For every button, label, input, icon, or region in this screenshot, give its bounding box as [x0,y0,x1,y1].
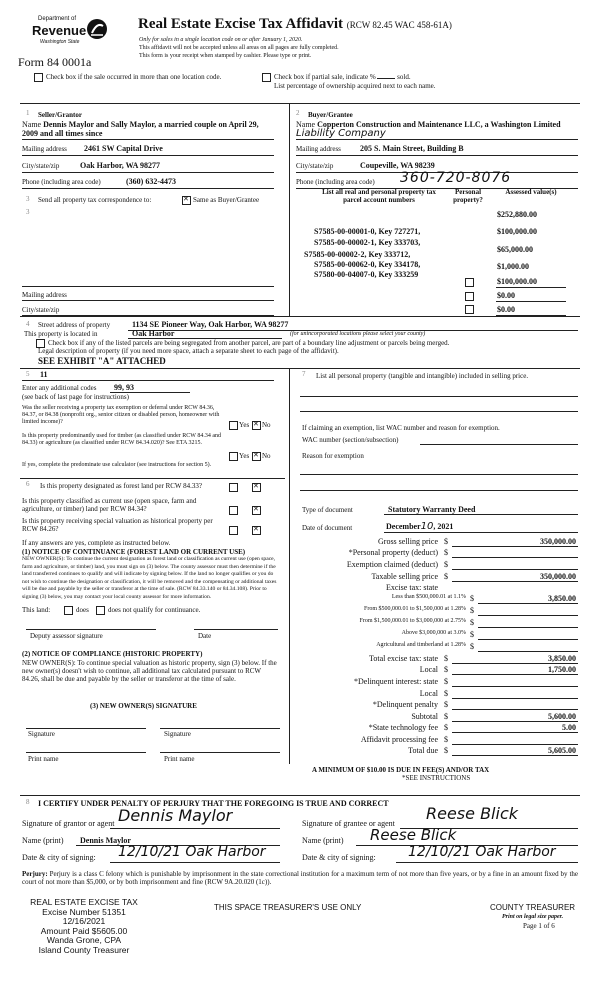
personal-property-deduct-underline [452,557,578,558]
tier-1-value[interactable]: 3,850.00 [548,594,576,603]
located-label: This property is located in [24,330,98,338]
delinquent-interest-state-underline [452,686,578,687]
q-timber-calculator-note: If yes, complete the predominate use calculator (see instructions for section 5). [22,462,212,468]
corr-city-label: City/state/zip [22,306,60,314]
total-due-underline [452,755,578,756]
tier-3-underline [478,627,578,628]
affidavit-processing-fee-label: Affidavit processing fee [360,735,438,744]
parcel-row-1[interactable]: S7585-00-00001-0, Key 727271, [314,227,421,236]
grantee-name-handwritten[interactable]: Reese Blick [370,826,457,844]
exemption-claimed-dollar: $ [444,560,448,569]
tier-1-label: Less than $500,000.01 at 1.1% [391,594,466,600]
correspondence-row [38,196,151,204]
q-current-use-yes-box[interactable] [229,506,238,515]
certify-heading: I CERTIFY UNDER PENALTY OF PERJURY THAT THE FOREGOING IS TRUE AND CORRECT [38,799,389,808]
parcel-row-4[interactable]: S7585-00-00062-0, Key 334178, [314,260,421,269]
section-6-divider [20,478,285,479]
seller-name-label: Name [22,120,42,129]
header-note-3: This form is your receipt when stamped by cashier. Please type or print. [139,53,312,59]
notice-compliance-text: NEW OWNER(S): To continue special valuation as historic property, sign (3) below. If the new owner(s) doesn't wish to continue, all additional tax calculated pursuant to RCW 84.26, shall be due and payable by the seller or transferor at the time of sale. [22,659,277,683]
reason-line-1 [300,474,578,475]
owner-sig-line-2 [160,728,280,729]
doc-date-month: December [386,522,421,531]
excise-local-dollar: $ [444,665,448,674]
parcel-value-2[interactable]: $65,000.00 [497,245,533,254]
q-timber-yes-box[interactable] [229,452,238,461]
exhibit-a[interactable]: SEE EXHIBIT "A" ATTACHED [38,356,166,366]
corr-mailing-underline [22,300,274,301]
grantor-date-label: Date & city of signing: [22,853,96,862]
seller-phone-label: Phone (including area code) [22,178,101,186]
doc-type-value[interactable]: Statutory Warranty Deed [388,505,476,514]
owner-print-label-2: Print name [164,755,195,763]
excise-local-value[interactable]: 1,750.00 [548,665,576,674]
gross-selling-price-label: Gross selling price [378,537,438,546]
notice-continuance-heading: (1) NOTICE OF CONTINUANCE (FOREST LAND OR CURRENT USE) [22,548,246,556]
state-technology-fee-label: *State technology fee [368,723,438,732]
buyer-name-label: Name [296,120,316,129]
state-technology-fee-underline [452,732,578,733]
grantor-sig-line [110,828,280,829]
parcel-value-3[interactable]: $1,000.00 [497,262,529,271]
buyer-name-underline [296,139,578,140]
doc-type-underline [384,514,578,515]
delinquent-interest-state-dollar: $ [444,677,448,686]
location-code-value[interactable]: 11 [40,370,48,379]
agricultural-label: Agricultural and timberland at 1.28% [376,642,466,648]
tier-4-label: Above $3,000,000 at 3.0% [401,630,466,636]
exemption-claimed-label: Exemption claimed (deduct) [346,560,438,569]
tier-1-dollar: $ [470,594,474,603]
form-title [138,16,452,34]
affidavit-processing-fee-underline [452,744,578,745]
stamp-line-6: Island County Treasurer [38,944,130,955]
section-1-number: 1 [26,109,30,117]
if-yes-note: If any answers are yes, complete as instructed below. [22,539,171,547]
perjury-label: Perjury: [22,870,48,878]
section-3-number: 3 [26,195,30,203]
buyer-name-value[interactable]: Copperton Construction and Maintenance LLC, a Washington Limited [317,120,561,129]
parcel-value-4-underline [496,287,566,288]
parcel-value-1[interactable]: $100,000.00 [497,227,537,236]
seller-city-underline [22,172,274,173]
multi-location-label: Check box if the sale occurred in more than one location code. [46,73,222,81]
seller-mailing-label: Mailing address [22,145,67,153]
revenue-logo [32,14,108,52]
deputy-date-label: Date [198,632,212,640]
grantor-signature-handwritten[interactable]: Dennis Maylor [118,806,233,825]
notice-continuance-text: NEW OWNER(S): To continue the current designation as forest land or classification as current use (open space, farm and agriculture, or timber) land, you must sign on (3) below. The county assessor must then determine if the land transferred continues to qualify and will indicate by signing below. If the land no longer qualifies or you do not wish to continue the designation or classification, it will be removed and the compensating or additional taxes will be due and payable by the seller or transferor at the time of sale. (RCW 84.33.140 or 84.34.108). Prior to signing (3) below, you may contact your local county assessor for more information. [22,556,277,600]
seller-name-underline [22,139,274,140]
delinquent-penalty-underline [452,709,578,710]
street-label: Street address of property [38,321,111,329]
grantee-date-handwritten[interactable]: 12/10/21 Oak Harbor [408,844,556,860]
q-forest-no-box[interactable] [252,483,261,492]
buyer-mailing-underline [296,155,578,156]
parcel-total-value: $252,880.00 [497,210,537,219]
q-timber-text: Is this property predominantly used for timber (as classified under RCW 84.34 and 84.33) or agriculture (as classified under RCW 84.34.020)? See ETA 3215. [22,433,222,446]
cashier-stamp [24,898,144,955]
q-historic-no-box[interactable] [252,526,261,535]
reason-label: Reason for exemption [302,452,364,460]
state-technology-fee-value[interactable]: 5.00 [562,723,576,732]
parcel-row-2[interactable]: S7585-00-00002-1, Key 333703, [314,238,421,247]
same-as-buyer-checkbox[interactable] [182,196,191,205]
buyer-phone-handwritten[interactable]: 360-720-8076 [400,170,512,186]
q-timber-no-box[interactable] [252,452,261,461]
subtotal-label: Subtotal [411,712,438,721]
total-due-value[interactable]: 5,605.00 [548,746,576,755]
excise-tax-state-label: Excise tax: state [386,583,438,592]
dept-line: Department of [38,16,77,22]
total-excise-state-dollar: $ [444,654,448,663]
street-value[interactable]: 1134 SE Pioneer Way, Oak Harbor, WA 98277 [132,320,289,329]
deputy-date-line [194,629,278,630]
personal-property-deduct-dollar: $ [444,548,448,557]
q-current-use-no-box[interactable] [252,506,261,515]
seller-heading: Seller/Grantor [38,111,82,119]
parcel-value-5-underline [496,301,566,302]
stamp-line-1: REAL ESTATE EXCISE TAX [30,897,138,907]
buyer-city-value[interactable]: Coupeville, WA 98239 [360,161,435,170]
grantor-date-line [110,862,280,863]
seller-mailing-value[interactable]: 2461 SW Capital Drive [84,144,163,153]
does-not-qualify-checkbox[interactable] [96,606,105,615]
grantor-name-label: Name (print) [22,836,64,845]
agricultural-dollar: $ [470,642,474,651]
correspondence-text: Send all property tax correspondence to: [38,196,152,204]
q-timber-no: No [262,452,271,460]
parcel-col-head-assessed: Assessed value(s) [505,188,557,196]
owner-sig-label-1: Signature [28,730,55,738]
doc-date-label: Date of document [302,524,353,532]
tier-2-dollar: $ [470,606,474,615]
seller-phone-value[interactable]: (360) 632-4473 [126,177,176,186]
q-timber-yes: Yes [239,452,250,460]
delinquent-penalty-label: *Delinquent penalty [372,700,438,709]
wac-label: WAC number (section/subsection) [302,436,399,444]
buyer-name-row [296,120,578,138]
owner-sig-label-2: Signature [164,730,191,738]
total-excise-state-underline [452,663,578,664]
tier-2-label: From $500,000.01 to $1,500,000 at 1.28% [364,606,466,612]
section-8-number: 8 [26,798,30,806]
location-code-underline [22,380,274,381]
q-exemption-yes: Yes [239,421,250,429]
seller-mailing-underline [22,155,274,156]
section-divider [20,103,580,104]
owner-print-line-2 [160,752,280,753]
doc-type-label: Type of document [302,506,353,514]
doc-date-value[interactable] [386,522,453,531]
exemption-claim-label: If claiming an exemption, list WAC number and reason for exemption. [302,424,500,432]
does-not-label: does not qualify for continuance. [108,606,201,614]
grantee-date-label: Date & city of signing: [302,853,376,862]
this-land-row [22,606,50,614]
taxable-selling-price-value[interactable]: 350,000.00 [540,572,576,581]
q-current-use-text: Is this property classified as current use (open space, farm and agriculture, or timber) land per RCW 84.34? [22,497,197,513]
subtotal-underline [452,721,578,722]
personal-property-line-2 [300,411,578,412]
gross-selling-price-dollar: $ [444,537,448,546]
segregate-label: Check box if any of the listed parcels are being segregated from another parcel, are part of a boundary line adjustment or parcels being merged. [48,339,450,347]
seller-city-label: City/state/zip [22,162,60,170]
tier-4-underline [478,639,578,640]
personal-property-checkbox-3[interactable] [465,305,474,314]
owner-sig-line-1 [26,728,146,729]
seller-name-row [22,120,274,138]
q-exemption-yes-box[interactable] [229,421,238,430]
corr-mailing-label: Mailing address [22,291,67,299]
parcel-col-head-personal: Personal property? [453,188,483,204]
section-8-divider [20,795,580,796]
partial-sale-sold: sold. [397,73,411,81]
page-number: Page 1 of 6 [523,922,555,930]
parcel-value-4[interactable]: $100,000.00 [497,277,537,286]
revenue-logo-mark-icon [86,18,108,40]
section-5-number: 5 [26,370,30,378]
stamp-line-3: 12/16/2021 [62,916,106,926]
see-instructions: *SEE INSTRUCTIONS [402,774,471,782]
section-5-divider [20,368,580,369]
owner-print-line-1 [26,752,146,753]
additional-codes-label: Enter any additional codes [22,384,97,392]
section-4-divider [20,316,580,317]
grantee-signature-handwritten[interactable]: Reese Blick [426,804,518,823]
taxable-selling-price-dollar: $ [444,572,448,581]
treasurer-use-label: THIS SPACE TREASURER'S USE ONLY [214,903,362,912]
tier-2-underline [478,615,578,616]
does-qualify-checkbox[interactable] [64,606,73,615]
q-historic-yes-box[interactable] [229,526,238,535]
partial-sale-text: Check box if partial sale, indicate % [274,73,376,81]
revenue-word: Revenue [32,23,87,38]
gross-selling-price-underline [452,546,578,547]
unincorporated-note: (for unincorporated locations please select your county) [290,331,426,337]
corr-name-underline [22,286,274,287]
buyer-city-label: City/state/zip [296,162,334,170]
stamp-line-4: Amount Paid $5605.00 [40,925,128,936]
grantee-date-line [396,862,578,863]
agricultural-underline [478,651,578,652]
buyer-heading: Buyer/Grantee [308,111,353,119]
parcel-col-head-list: List all real and personal property tax parcel account numbers [322,188,436,204]
header-note-2: This affidavit will not be accepted unless all areas on all pages are fully completed. [139,45,339,51]
buyer-name-handwritten: Liability Company [296,128,386,139]
personal-property-list-label: List all personal property (tangible and intangible) included in selling price. [316,372,529,380]
deputy-sig-label: Deputy assessor signature [30,632,103,640]
form-title-text: Real Estate Excise Tax Affidavit [138,16,343,32]
q-historic-text: Is this property receiving special valuation as historical property per RCW 84.26? [22,517,213,533]
notice-compliance-heading: (2) NOTICE OF COMPLIANCE (HISTORIC PROPERTY) [22,650,203,658]
column-divider-2 [289,369,290,764]
county-treasurer-label: COUNTY TREASURER [490,903,576,912]
new-owner-signature-heading: (3) NEW OWNER(S) SIGNATURE [90,702,197,710]
q-forest-text: Is this property designated as forest land per RCW 84.33? [40,482,203,490]
grantor-name-value[interactable]: Dennis Maylor [80,836,131,845]
state-technology-fee-dollar: $ [444,723,448,732]
gross-selling-price-value[interactable]: 350,000.00 [540,537,576,546]
q-exemption-no: No [262,421,271,429]
tier-3-dollar: $ [470,618,474,627]
grantee-sig-label: Signature of grantee or agent [302,819,395,828]
grantee-name-label: Name (print) [302,836,344,845]
subtotal-dollar: $ [444,712,448,721]
exemption-claimed-underline [452,569,578,570]
owner-print-label-1: Print name [28,755,59,763]
seller-city-value[interactable]: Oak Harbor, WA 98277 [80,161,161,170]
delinquent-interest-local-underline [452,698,578,699]
same-as-buyer-label: Same as Buyer/Grantee [193,196,260,204]
perjury-note [22,870,578,886]
section-6-number: 6 [26,480,30,488]
partial-sale-label [274,73,411,81]
buyer-mailing-label: Mailing address [296,145,341,153]
grantor-date-handwritten[interactable]: 12/10/21 Oak Harbor [118,844,266,860]
wac-underline [420,444,578,445]
doc-date-year: , 2021 [433,522,454,531]
affidavit-processing-fee-dollar: $ [444,735,448,744]
personal-property-checkbox-1[interactable] [465,278,474,287]
grantor-sig-label: Signature of grantor or agent [22,819,115,828]
doc-date-day-handwritten: 10 [420,521,434,532]
multi-location-checkbox[interactable] [34,73,43,82]
total-excise-state-value[interactable]: 3,850.00 [548,654,576,663]
taxable-selling-price-label: Taxable selling price [371,572,438,581]
reason-line-2 [300,490,578,491]
total-due-dollar: $ [444,746,448,755]
q-forest-yes-box[interactable] [229,483,238,492]
deputy-sig-line [26,629,156,630]
perjury-text: Perjury is a class C felony which is punishable by imprisonment in the state correctional institution for a maximum term of not more than five years, or by a fine in an amount fixed by the court of not more than $5,000, or by both imprisonment and fine (RCW 9A.20.020 (1c)). [22,870,579,886]
section-7-number: 7 [302,370,306,378]
doc-date-underline [384,532,578,533]
section-3-sub-number: 3 [26,208,30,216]
delinquent-interest-state-label: *Delinquent interest: state [354,677,438,686]
does-label: does [76,606,89,614]
delinquent-interest-local-label: Local [419,689,438,698]
tier-4-dollar: $ [470,630,474,639]
excise-local-label: Local [419,665,438,674]
taxable-selling-price-underline [452,581,578,582]
q-exemption-text: Was the seller receiving a property tax exemption or deferral under RCW 84.36, 84.37, or 84.38 (nonprofit org., senior citizen or disabled person, homeowner with limited income)? [22,405,220,425]
total-excise-state-label: Total excise tax: state [369,654,438,663]
this-land-label: This land: [22,606,51,614]
personal-property-deduct-label: *Personal property (deduct) [348,548,438,557]
ownership-note: List percentage of ownership acquired next to each name. [274,82,436,90]
legal-paper-note: Print on legal size paper. [502,914,564,920]
parcel-value-6[interactable]: $0.00 [497,305,515,314]
parcel-row-5[interactable]: S7580-00-04007-0, Key 333259 [314,270,419,279]
personal-property-checkbox-2[interactable] [465,292,474,301]
column-divider [289,104,290,316]
seller-name-value[interactable]: Dennis Maylor and Sally Maylor, a married couple on April 29, 2009 and all times since [22,120,259,138]
partial-sale-checkbox[interactable] [262,73,271,82]
section-2-number: 2 [296,109,300,117]
tier-1-underline [478,603,578,604]
q-exemption-no-box[interactable] [252,421,261,430]
stamp-line-2: Excise Number 51351 [42,906,126,917]
partial-sale-pct[interactable] [377,78,395,79]
section-4-number: 4 [26,320,30,328]
see-back-note: (see back of last page for instructions) [22,393,129,401]
excise-local-underline [452,674,578,675]
delinquent-penalty-dollar: $ [444,700,448,709]
seller-phone-underline [22,188,274,189]
subtotal-value[interactable]: 5,600.00 [548,712,576,721]
form-rcw: (RCW 82.45 WAC 458-61A) [346,20,452,30]
form-number: Form 84 0001a [18,55,92,69]
located-value[interactable]: Oak Harbor [132,329,175,338]
buyer-phone-label: Phone (including area code) [296,178,375,186]
delinquent-interest-local-dollar: $ [444,689,448,698]
personal-property-line-1 [300,396,578,397]
stamp-line-5: Wanda Grone, CPA [46,935,122,945]
tier-3-label: From $1,500,000.01 to $3,000,000 at 2.75% [359,618,466,624]
additional-codes-value[interactable]: 99, 93 [114,383,134,392]
legal-description-label: Legal description of property (if you need more space, attach a separate sheet to each page of the affidavit). [38,347,339,355]
parcel-value-5[interactable]: $0.00 [497,291,515,300]
state-line: Washington State [40,39,80,45]
minimum-fee-note: A MINIMUM OF $10.00 IS DUE IN FEE(S) AND/OR TAX [312,766,490,774]
buyer-mailing-value[interactable]: 205 S. Main Street, Building B [360,144,464,153]
total-due-label: Total due [408,746,438,755]
header-note-1: Only for sales in a single location code on or after January 1, 2020. [139,37,303,43]
parcel-row-3[interactable]: S7585-00-00002-2, Key 333712, [304,250,411,259]
